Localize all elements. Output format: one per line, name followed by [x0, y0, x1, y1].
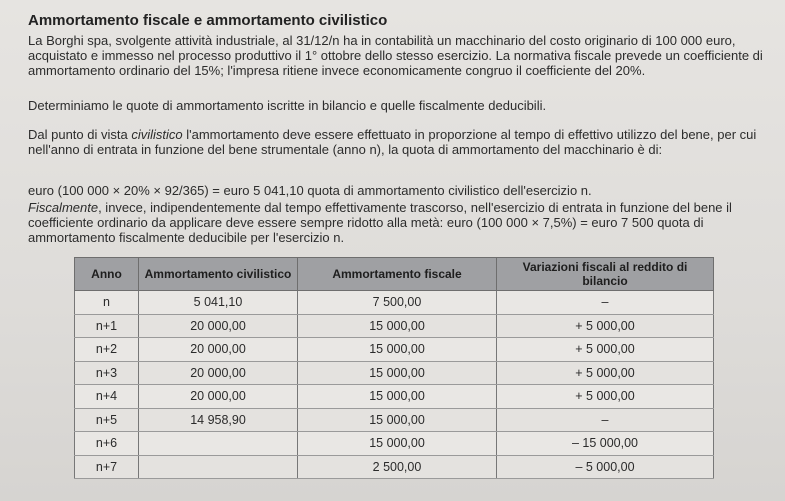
task-paragraph: Determiniamo le quote di ammortamento iscritte in bilancio e quelle fiscalmente deducibili. — [28, 98, 547, 113]
cell-variazioni: + 5 000,00 — [497, 361, 714, 385]
civilistic-rest: l'ammortamento deve essere effettuato in proporzione al tempo di effettivo utilizzo del bene, per cui nell'anno di entrata in funzione del bene strumentale (anno n), la quota di ammortamento del macchinario è di: — [28, 127, 757, 157]
cell-variazioni: + 5 000,00 — [497, 314, 714, 338]
civilistic-italic: civilistico — [131, 127, 183, 142]
cell-civilistico — [139, 455, 298, 479]
cell-anno: n+7 — [75, 455, 139, 479]
cell-anno: n+5 — [75, 408, 139, 432]
cell-anno: n+1 — [75, 314, 139, 338]
table-row — [75, 432, 714, 456]
cell-civilistico: 20 000,00 — [139, 338, 298, 362]
cell-fiscale: 15 000,00 — [298, 338, 497, 362]
table-row — [75, 314, 714, 338]
cell-civilistico: 5 041,10 — [139, 291, 298, 315]
header-anno: Anno — [75, 258, 139, 291]
amortization-table-wrapper — [74, 257, 714, 479]
table-row — [75, 361, 714, 385]
header-variazioni: Variazioni fiscali al reddito di bilancio — [497, 258, 714, 291]
cell-variazioni: – — [497, 408, 714, 432]
cell-variazioni: + 5 000,00 — [497, 338, 714, 362]
cell-anno: n+6 — [75, 432, 139, 456]
fiscal-italic: Fiscalmente — [28, 200, 99, 215]
cell-civilistico: 20 000,00 — [139, 361, 298, 385]
cell-anno: n+2 — [75, 338, 139, 362]
cell-variazioni: + 5 000,00 — [497, 385, 714, 409]
cell-civilistico: 14 958,90 — [139, 408, 298, 432]
table-header-row — [75, 258, 714, 291]
cell-civilistico — [139, 432, 298, 456]
civilistic-calculation: euro (100 000 × 20% × 92/365) = euro 5 041,10 quota di ammortamento civilistico dell'esercizio n. — [28, 183, 592, 198]
header-fiscale: Ammortamento fiscale — [298, 258, 497, 291]
cell-fiscale: 15 000,00 — [298, 408, 497, 432]
cell-civilistico: 20 000,00 — [139, 385, 298, 409]
cell-anno: n — [75, 291, 139, 315]
cell-fiscale: 7 500,00 — [298, 291, 497, 315]
table-row — [75, 455, 714, 479]
table-row — [75, 291, 714, 315]
table-row — [75, 408, 714, 432]
cell-fiscale: 15 000,00 — [298, 385, 497, 409]
cell-anno: n+4 — [75, 385, 139, 409]
cell-variazioni: – 5 000,00 — [497, 455, 714, 479]
intro-paragraph: La Borghi spa, svolgente attività industriale, al 31/12/n ha in contabilità un macchinario del costo originario di 100 000 euro, acquistato e immesso nel processo produttivo il 1° ottobre dello stesso esercizio. La normativa fiscale prevede un coefficiente di ammortamento ordinario del 15%; l'impresa ritiene invece economicamente congruo il coefficiente del 20%. — [28, 33, 763, 78]
cell-fiscale: 15 000,00 — [298, 361, 497, 385]
cell-variazioni: – — [497, 291, 714, 315]
fiscal-paragraph — [28, 200, 763, 245]
amortization-table — [74, 257, 714, 479]
civilistic-prefix: Dal punto di vista — [28, 127, 132, 142]
cell-fiscale: 2 500,00 — [298, 455, 497, 479]
cell-fiscale: 15 000,00 — [298, 432, 497, 456]
table-row — [75, 385, 714, 409]
fiscal-rest: , invece, indipendentemente dal tempo effettivamente trascorso, nell'esercizio di entrata in funzione del bene il coefficiente ordinario da applicare deve essere sempre ridotto alla metà: euro (100 000 × 7,5%) = euro 7 500 quota di ammortamento fiscalmente deducibile per l'esercizio n. — [28, 200, 732, 245]
civilistic-paragraph — [28, 127, 763, 157]
cell-variazioni: – 15 000,00 — [497, 432, 714, 456]
cell-fiscale: 15 000,00 — [298, 314, 497, 338]
section-title: Ammortamento fiscale e ammortamento civilistico — [28, 12, 388, 29]
cell-civilistico: 20 000,00 — [139, 314, 298, 338]
cell-anno: n+3 — [75, 361, 139, 385]
header-civilistico: Ammortamento civilistico — [139, 258, 298, 291]
table-row — [75, 338, 714, 362]
